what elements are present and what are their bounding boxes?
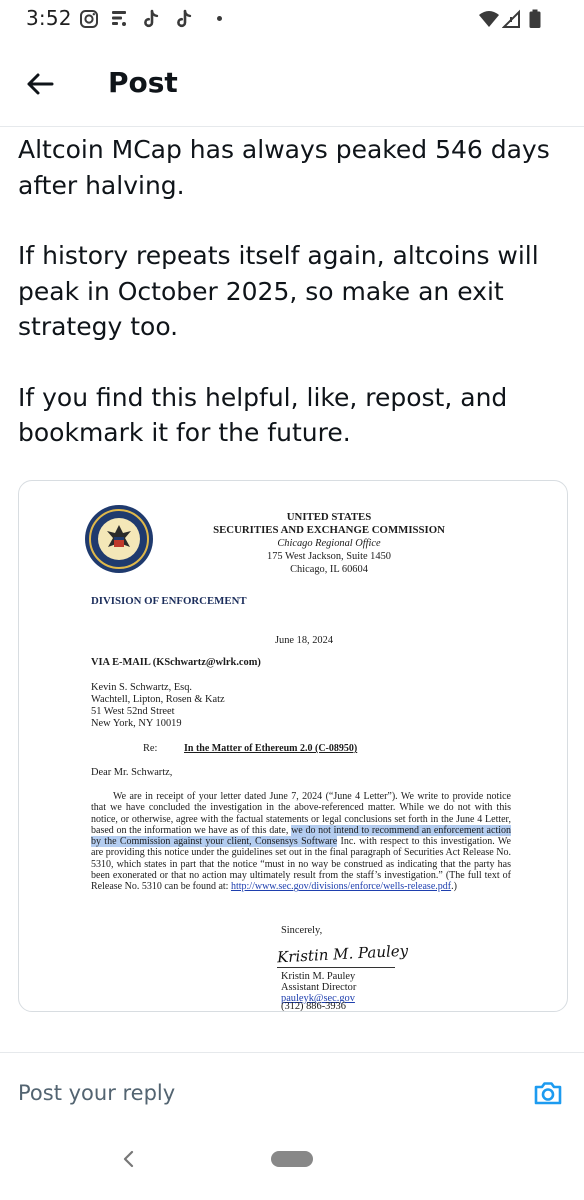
letter-body-text: Inc. with respect to this investigation. We are providing this notice under the guidelines set out in the final paragraph of Securities Act Release No. 5310, which states in part that the notice “must in no way be construed as indicating that the party has been exonerated or that no action may ultimately result from the staff’s investigation.” (The full text of Release No. 5310 can be found at:	[91, 836, 511, 893]
letter-office: Chicago Regional Office	[277, 538, 381, 549]
tiktok-icon	[141, 9, 161, 29]
letter-body-text: .)	[451, 881, 457, 893]
post-paragraph: If history repeats itself again, altcoins will peak in October 2025, so make an exit strategy too.	[18, 241, 539, 341]
letter-signer-title: Assistant Director	[281, 982, 357, 993]
letter-division: DIVISION OF ENFORCEMENT	[91, 595, 247, 607]
letter-via: VIA E-MAIL (KSchwartz@wlrk.com)	[91, 657, 261, 668]
letter-recipient-line: Kevin S. Schwartz, Esq.	[91, 682, 193, 693]
letter-date: June 18, 2024	[275, 635, 334, 646]
letter-recipient-line: New York, NY 10019	[91, 718, 182, 729]
post-header	[0, 40, 584, 127]
post-paragraph: If you find this helpful, like, repost, and bookmark it for the future.	[18, 382, 508, 447]
letter-body-text: We are in receipt of your letter dated June 7, 2024 (“June 4 Letter”). We write to provide notice that we have concluded the investigation in the above-referenced matter. While we do not with this notice, or otherwise, agree with the factual statements or legal conclusions set forth in the June 4 Letter, based on the information we have as of this date,	[91, 791, 511, 836]
post-paragraph: Altcoin MCap has always peaked 546 days after halving.	[18, 135, 550, 200]
letter-re-label: Re:	[143, 743, 158, 754]
letter-re-value: In the Matter of Ethereum 2.0 (C-08950)	[184, 743, 358, 754]
nav-back-icon[interactable]	[118, 1148, 140, 1170]
letter-recipient-line: 51 West 52nd Street	[91, 706, 175, 717]
letter-recipient-line: Wachtell, Lipton, Rosen & Katz	[91, 694, 225, 705]
notification-icon	[110, 9, 130, 29]
reply-bar	[0, 1052, 584, 1135]
signal-icon	[502, 9, 522, 29]
signature-line	[277, 967, 395, 968]
letter-signer-name: Kristin M. Pauley	[281, 971, 356, 982]
wifi-icon	[478, 9, 500, 29]
letter-signature: Kristin M. Pauley	[276, 941, 409, 967]
letter-address: Chicago, IL 60604	[290, 564, 368, 575]
letter-highlighted-text: we do not intend to recommend an enforcement action by the Commission against your client, Consensys Software	[91, 824, 511, 848]
letter-signer-phone: (312) 886-3936	[281, 1001, 346, 1012]
post-text	[18, 132, 568, 486]
tiktok-icon	[174, 9, 194, 29]
letter-link: http://www.sec.gov/divisions/enforce/wells-release.pdf	[230, 881, 452, 893]
sec-letter	[19, 481, 567, 1011]
battery-icon	[528, 9, 542, 29]
letter-salutation: Dear Mr. Schwartz,	[91, 767, 173, 778]
status-time: 3:52	[26, 6, 72, 30]
sec-seal-icon	[83, 503, 155, 575]
letter-commission: SECURITIES AND EXCHANGE COMMISSION	[213, 524, 445, 536]
system-nav-bar	[0, 1134, 584, 1200]
post-image[interactable]	[18, 480, 568, 1012]
letter-address: 175 West Jackson, Suite 1450	[267, 551, 391, 562]
instagram-icon	[79, 9, 99, 29]
arrow-left-icon[interactable]	[20, 64, 60, 104]
reply-input[interactable]: Post your reply	[18, 1081, 176, 1105]
home-pill[interactable]	[271, 1151, 313, 1167]
letter-signer-email: pauleyk@sec.gov	[281, 993, 355, 1004]
more-dot-icon	[217, 16, 222, 21]
letter-body	[91, 791, 511, 893]
status-bar	[0, 0, 584, 40]
letter-closing: Sincerely,	[281, 925, 323, 936]
camera-icon[interactable]	[532, 1077, 564, 1109]
page-title: Post	[108, 66, 178, 99]
letter-agency: UNITED STATES	[286, 511, 372, 523]
